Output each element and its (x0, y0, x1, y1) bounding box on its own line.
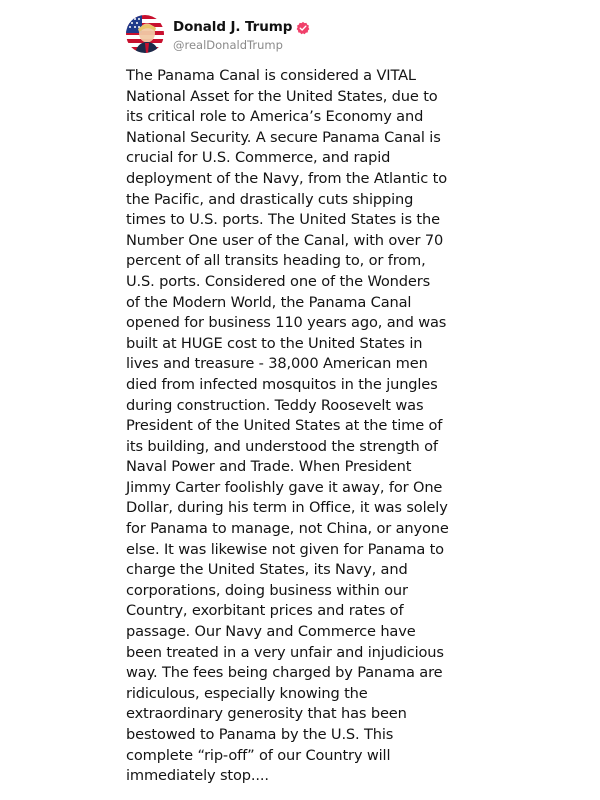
post-header (126, 14, 310, 54)
author-display-name[interactable]: Donald J. Trump (173, 18, 293, 35)
name-row (173, 17, 310, 37)
avatar-image (126, 15, 164, 53)
author-handle[interactable]: @realDonaldTrump (173, 37, 283, 52)
author-identity (173, 17, 310, 52)
verified-badge-icon (296, 20, 310, 34)
flag-portrait-avatar[interactable] (126, 15, 164, 53)
post-body-text: The Panama Canal is considered a VITAL National Asset for the United States, due to its critical role to America’s Economy and National Security. A secure Panama Canal is crucial for U.S. Commerce, and rapid deployment of the Navy, from the Atlantic to the Pacific, and drastically cuts shipping times to U.S. ports. The United States is the Number One user of the Canal, with over 70 percent of all transits heading to, or from, U.S. ports. Considered one of the Wonders of the Modern World, the Panama Canal opened for business 110 years ago, and was built at HUGE cost to the United States in lives and treasure - 38,000 American men died from infected mosquitos in the jungles during construction. Teddy Roosevelt was President of the United States at the time of its building, and understood the strength of Naval Power and Trade. When President Jimmy Carter foolishly gave it away, for One Dollar, during his term in Office, it was solely for Panama to manage, not China, or anyone else. It was likewise not given for Panama to charge the United States, its Navy, and corporations, doing business within our Country, exorbitant prices and rates of passage. Our Navy and Commerce have been treated in a very unfair and injudicious way. The fees being charged by Panama are ridiculous, especially knowing the extraordinary generosity that has been bestowed to Panama by the U.S. This complete “rip-off” of our Country will immediately stop.... (126, 67, 449, 785)
